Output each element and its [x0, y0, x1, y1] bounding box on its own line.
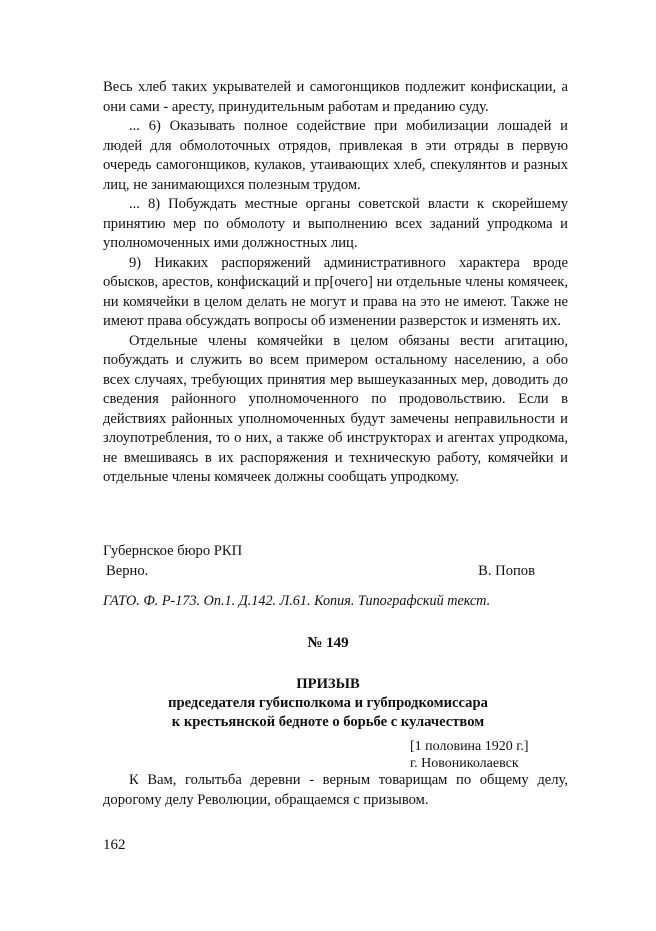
- document-title: ПРИЗЫВ: [296, 676, 360, 692]
- page-number: 162: [103, 837, 126, 853]
- signature-org: Губернское бюро РКП: [103, 543, 243, 559]
- document-number: № 149: [307, 635, 349, 651]
- paragraph-1: Весь хлеб таких укрывателей и самогонщиков подлежит конфискации, а они сами - аресту, принудительным работам и преданию суду.: [103, 79, 568, 115]
- paragraph-4: 9) Никаких распоряжений административного характера вроде обысков, арестов, конфискаций и пр[очего] ни отдельные члены комячеек, ни комячейки в целом делать не могут и права на это не имеют. Также не имеют права обсуждать вопросы об изменении разверсток и изменять их.: [103, 254, 568, 329]
- paragraph-2: ... 6) Оказывать полное содействие при мобилизации лошадей и людей для обмолоточных отрядов, привлекая в эти отряды в первую очередь самогонщиков, кулаков, утаивающих хлеб, спекулянтов и разных лиц, не занимающихся полезным трудом.: [103, 118, 568, 193]
- signature-verno: Верно.: [106, 563, 149, 579]
- appeal-text: [103, 771, 568, 810]
- appeal-paragraph: К Вам, голытьба деревни - верным товарищам по общему делу, дорогому делу Революции, обращаемся с призывом.: [103, 772, 568, 808]
- signature-name: В. Попов: [478, 563, 535, 579]
- paragraph-3: ... 8) Побуждать местные органы советской власти к скорейшему принятию мер по обмолоту и выполнению всех заданий упродкома и уполномоченных ими должностных лиц.: [103, 196, 568, 251]
- paragraph-5: Отдельные члены комячейки в целом обязаны вести агитацию, побуждать и служить во всем примером остальному населению, а обо всех случаях, требующих принятия мер вышеуказанных мер, доводить до сведения районного уполномоченного по продовольствию. Если в действиях районных уполномоченных будут замечены неправильности и злоупотребления, то о них, а также об инструкторах и агентах упродкома, не вмешиваясь в их распоряжения и техническую работу, комячейки и отдельные члены комячеек должны сообщать упродкому.: [103, 332, 568, 485]
- date-place-block: [410, 738, 529, 772]
- signature-block: [103, 541, 535, 581]
- document-subtitle-line-1: председателя губисполкома и губпродкомиссара: [168, 695, 488, 711]
- document-heading: [0, 675, 656, 732]
- body-text: [103, 78, 568, 488]
- document-date: [1 половина 1920 г.]: [410, 739, 529, 754]
- document-place: г. Новониколаевск: [410, 756, 519, 771]
- document-subtitle-line-2: к крестьянской бедноте о борьбе с кулачеством: [171, 714, 485, 730]
- archive-citation: ГАТО. Ф. Р-173. Оп.1. Д.142. Л.61. Копия. Типографский текст.: [103, 593, 491, 609]
